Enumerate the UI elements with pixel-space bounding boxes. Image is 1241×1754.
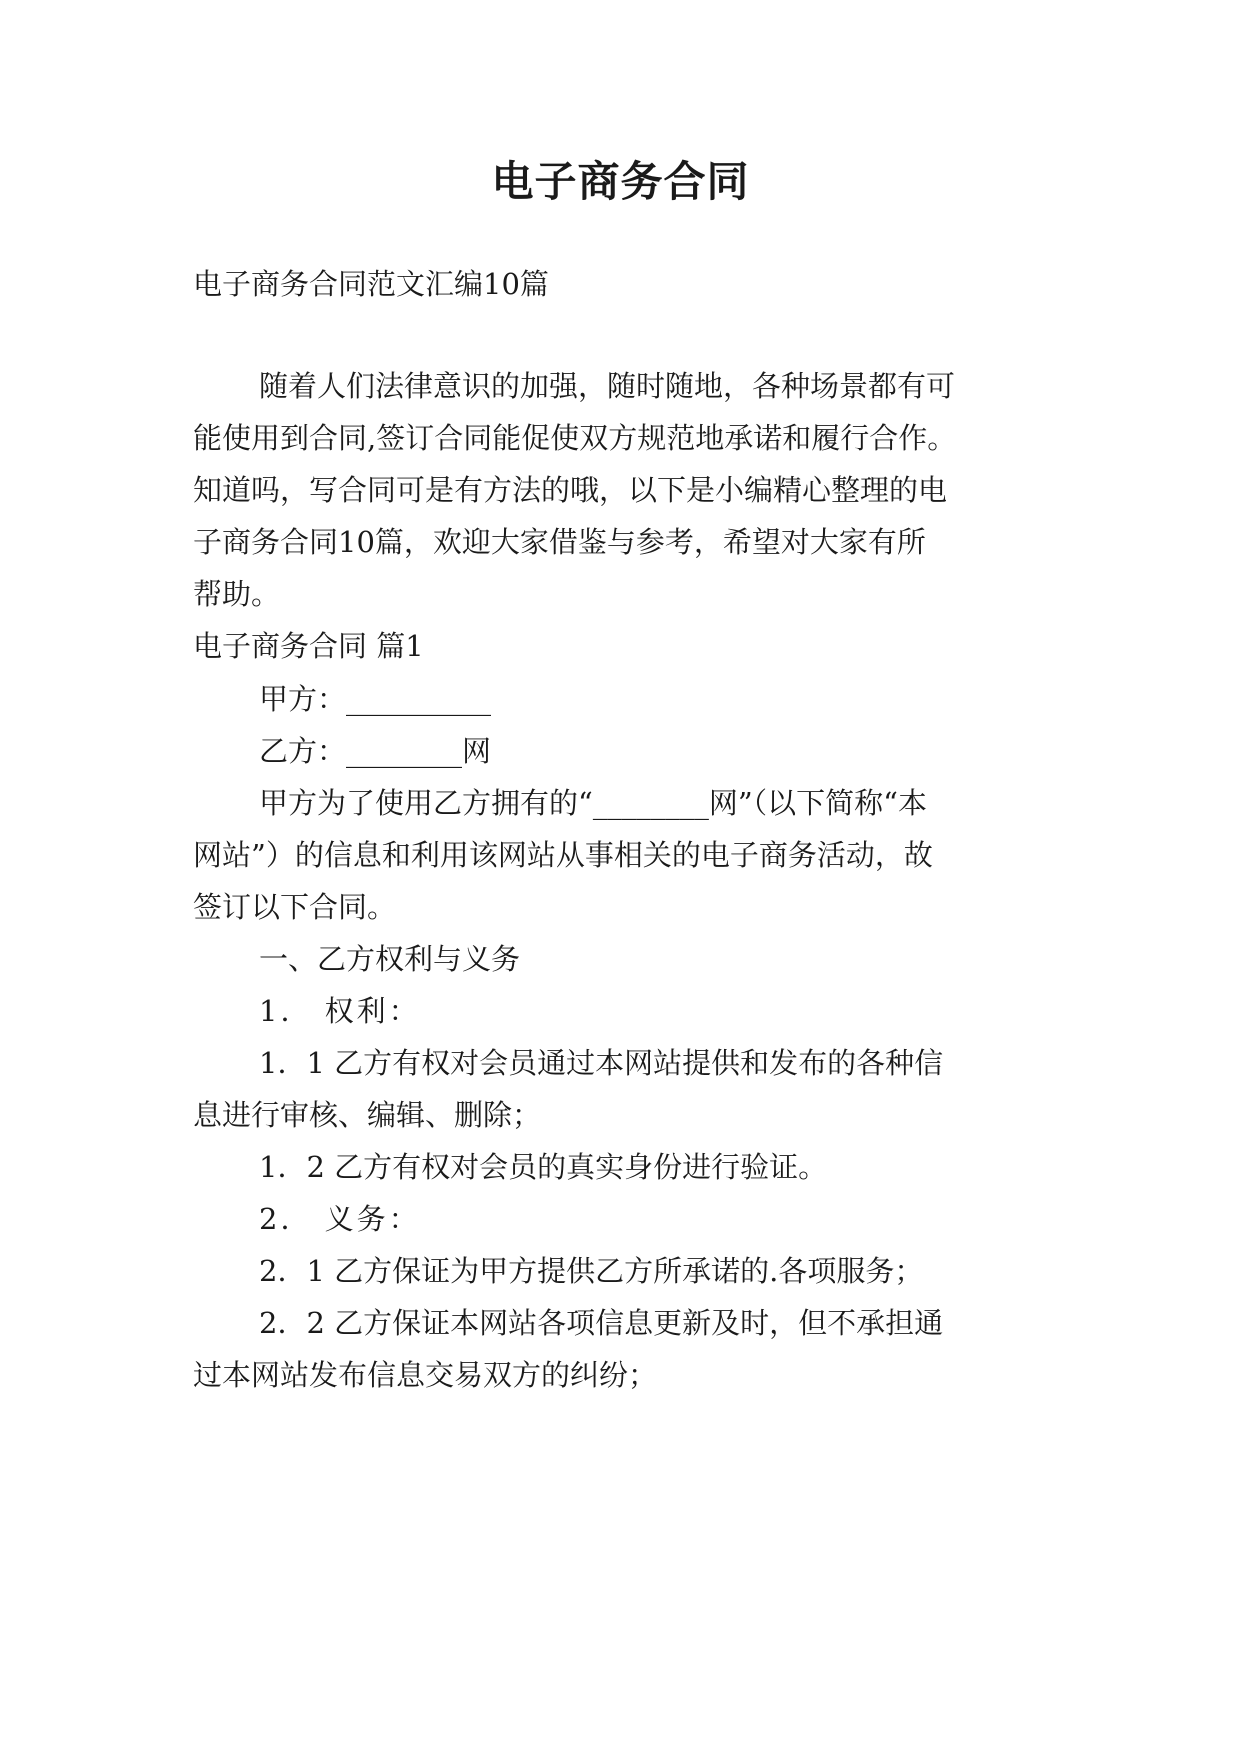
- clause-line: 2．1 乙方保证为甲方提供乙方所承诺的.各项服务；: [259, 1254, 924, 1288]
- intro-line: 知道吗，写合同可是有方法的哦，以下是小编精心整理的电: [193, 473, 948, 507]
- clause-line: 1．1 乙方有权对会员通过本网站提供和发布的各种信: [259, 1046, 944, 1080]
- document-subtitle: 电子商务合同范文汇编10篇: [193, 267, 549, 301]
- section-heading: 电子商务合同 篇1: [193, 629, 424, 663]
- intro-line: 能使用到合同,签订合同能促使双方规范地承诺和履行合作。: [193, 421, 957, 455]
- duties-heading: 2． 义务：: [259, 1202, 421, 1236]
- article-heading: 一、乙方权利与义务: [259, 942, 521, 976]
- clause-line: 过本网站发布信息交易双方的纠纷；: [193, 1358, 658, 1392]
- document-title: 电子商务合同: [491, 157, 750, 206]
- intro-line: 帮助。: [193, 577, 281, 611]
- clause-line: 息进行审核、编辑、删除；: [193, 1098, 542, 1132]
- party-b-line: 乙方：________网: [259, 734, 492, 768]
- preamble-line: 签订以下合同。: [193, 890, 397, 924]
- clause-line: 2．2 乙方保证本网站各项信息更新及时，但不承担通: [259, 1306, 944, 1340]
- rights-heading: 1． 权利：: [259, 994, 421, 1028]
- intro-line: 随着人们法律意识的加强，随时随地，各种场景都有可: [259, 369, 956, 403]
- intro-line: 子商务合同10篇，欢迎大家借鉴与参考，希望对大家有所: [193, 525, 926, 559]
- preamble-line: 网站”）的信息和利用该网站从事相关的电子商务活动，故: [193, 838, 933, 872]
- party-a-line: 甲方：__________: [259, 682, 492, 716]
- preamble-line: 甲方为了使用乙方拥有的“________网”（以下简称“本: [259, 786, 927, 820]
- clause-line: 1．2 乙方有权对会员的真实身份进行验证。: [259, 1150, 828, 1184]
